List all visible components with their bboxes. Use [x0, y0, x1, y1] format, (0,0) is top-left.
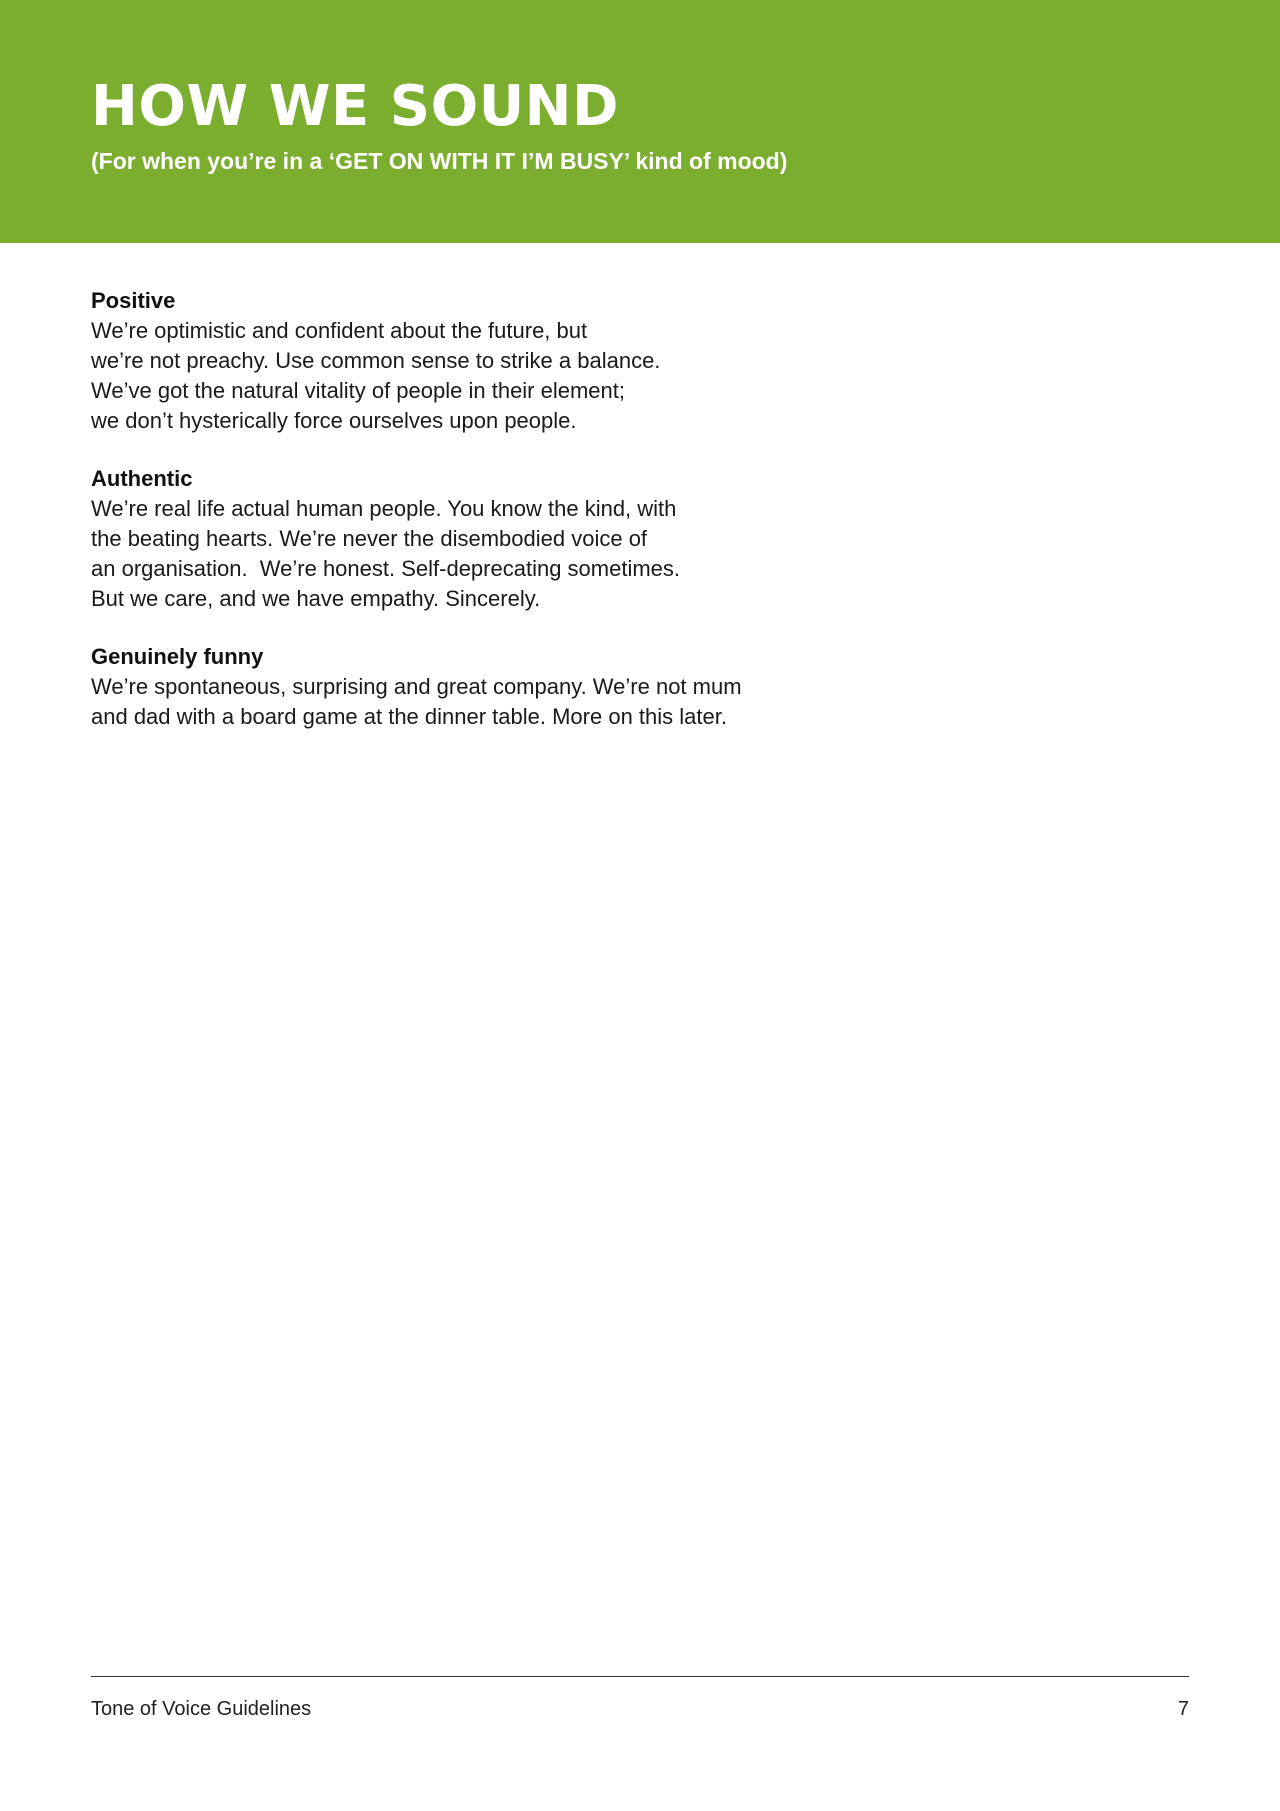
section-text-line: But we care, and we have empathy. Sincerely. — [91, 586, 541, 611]
header-band — [0, 0, 1280, 243]
footer-page-number: 7 — [1177, 1698, 1189, 1720]
page-title: HOW WE SOUND — [91, 74, 620, 139]
section-text-line: We’re spontaneous, surprising and great company. We’re not mum — [91, 674, 742, 699]
content-body — [91, 286, 851, 760]
section-text-line: We’ve got the natural vitality of people in their element; — [91, 378, 626, 403]
section-text-line: We’re real life actual human people. You know the kind, with — [91, 496, 677, 521]
page-subtitle: (For when you’re in a ‘GET ON WITH IT I’M BUSY’ kind of mood) — [91, 148, 788, 174]
footer-document-title: Tone of Voice Guidelines — [91, 1698, 312, 1720]
section-heading: Authentic — [91, 466, 193, 491]
section-authentic — [91, 464, 851, 614]
section-text-line: and dad with a board game at the dinner table. More on this later. — [91, 704, 727, 729]
section-positive — [91, 286, 851, 436]
section-text-line: We’re optimistic and confident about the future, but — [91, 318, 588, 343]
section-heading: Genuinely funny — [91, 644, 264, 669]
footer-divider — [91, 1676, 1189, 1677]
section-genuinely-funny — [91, 642, 851, 732]
section-text-line: an organisation. We’re honest. Self-deprecating sometimes. — [91, 556, 681, 581]
section-text-line: we don’t hysterically force ourselves upon people. — [91, 408, 577, 433]
section-heading: Positive — [91, 288, 176, 313]
section-text-line: the beating hearts. We’re never the disembodied voice of — [91, 526, 648, 551]
section-text-line: we’re not preachy. Use common sense to strike a balance. — [91, 348, 661, 373]
